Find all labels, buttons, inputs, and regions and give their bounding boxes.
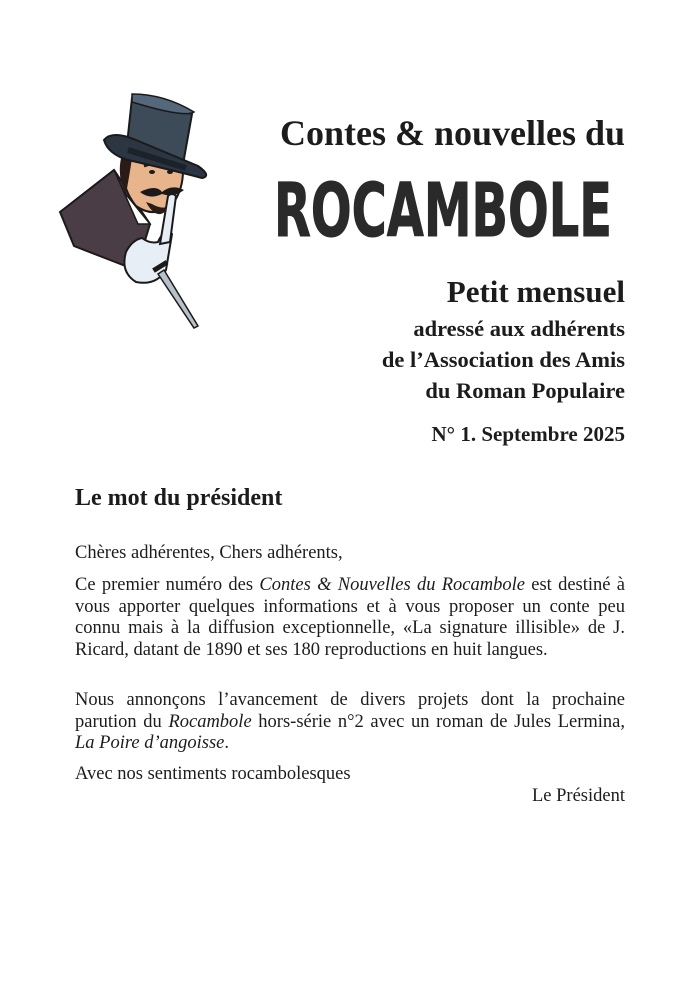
signature: Le Président [532, 786, 625, 806]
closing-line: Avec nos sentiments rocambolesques [75, 764, 351, 784]
subtitle-line-2: de l’Association des Amis [381, 347, 625, 372]
subtitle-line-1: adressé aux adhérents [413, 316, 625, 341]
subtitle-line-3: du Roman Populaire [425, 378, 625, 403]
rocambole-character-illustration [52, 74, 222, 330]
issue-number: N° 1. Septembre 2025 [431, 422, 625, 446]
paragraph-2: Nous annonçons l’avancement de divers projets dont la prochaine parution du Rocambole hors-série n°2 avec un roman de Jules Lermina, La Poire d’angoisse. [75, 690, 625, 753]
article-heading: Le mot du président [75, 485, 283, 511]
publication-subtitle: Petit mensuel [446, 274, 625, 309]
paragraph-1: Ce premier numéro des Contes & Nouvelles du Rocambole est destiné à vous apporter quelques informations et à vous proposer un conte peu connu mais à la diffusion exceptionnelle, «La signature illisible» de J. Ricard, datant de 1890 et ses 180 reproductions en huit langues. [75, 575, 625, 660]
masthead-title-line: Contes & nouvelles du [279, 113, 625, 153]
logo-text: ROCAMBOLE [274, 168, 612, 250]
greeting: Chères adhérentes, Chers adhérents, [75, 543, 343, 563]
rocambole-logo [268, 168, 618, 250]
